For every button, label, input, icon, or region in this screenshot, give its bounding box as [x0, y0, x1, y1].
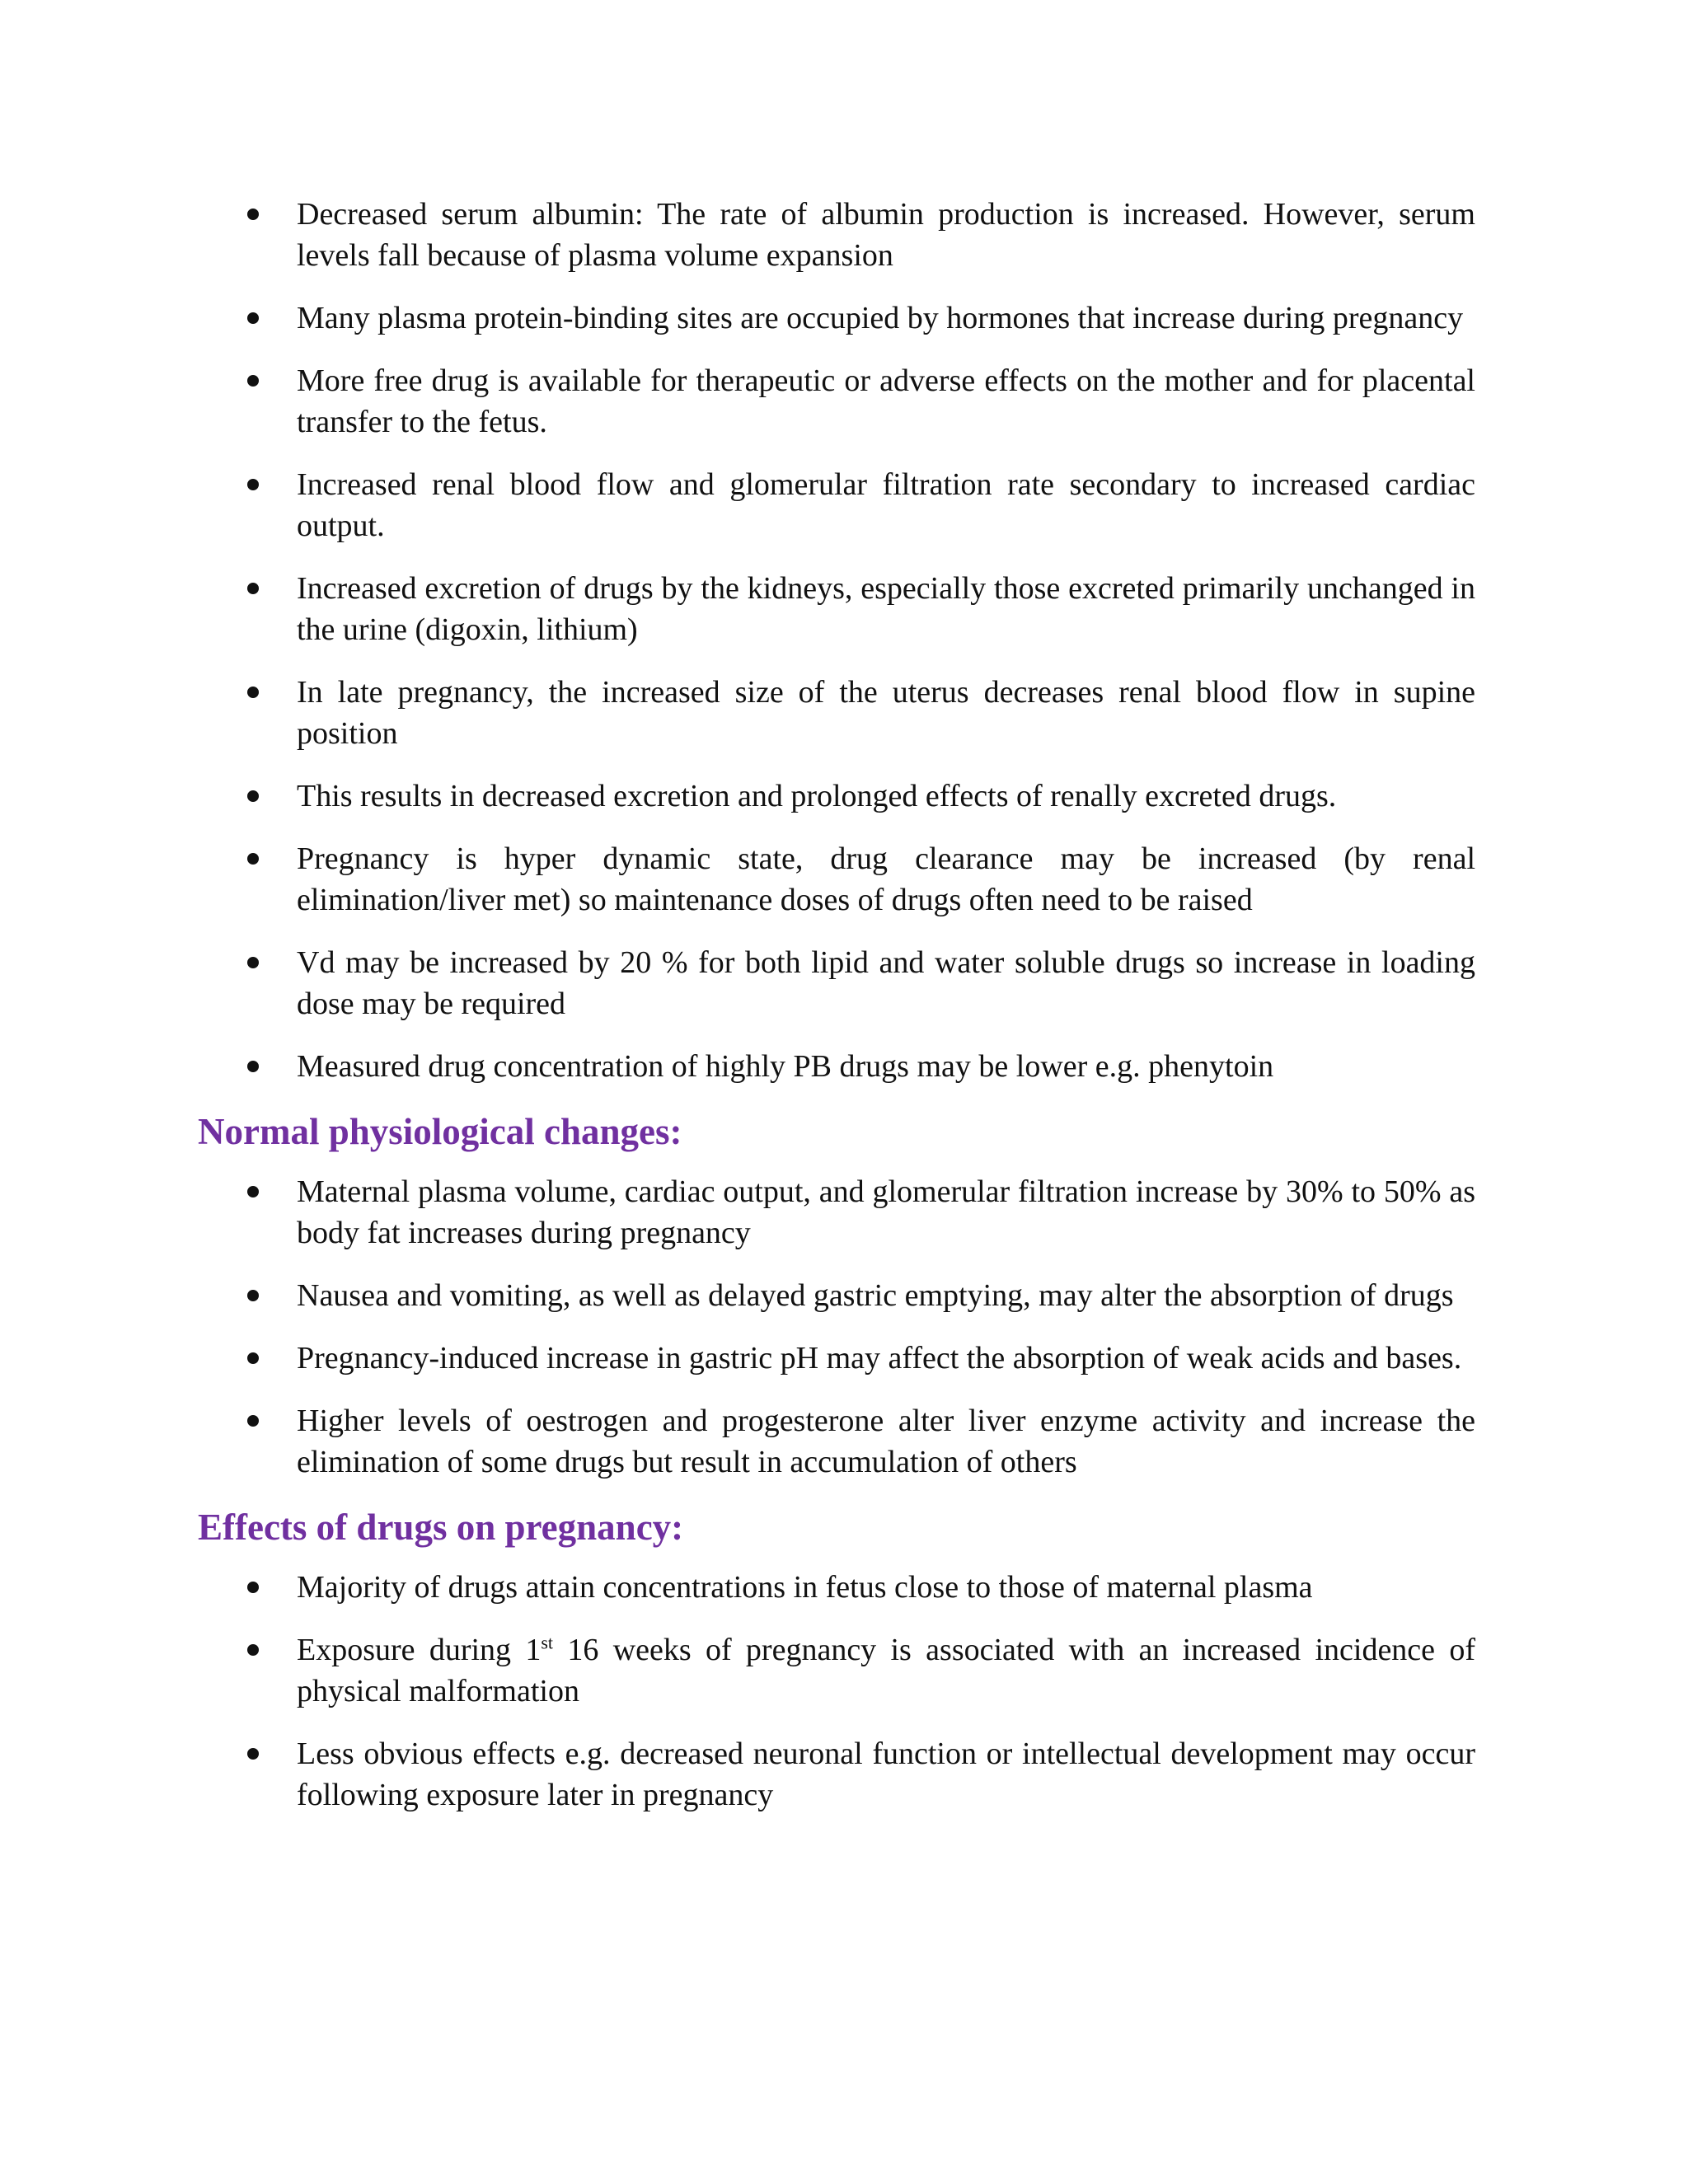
list-item: Measured drug concentration of highly PB drugs may be lower e.g. phenytoin	[198, 1046, 1475, 1087]
bullet-icon	[247, 1186, 259, 1197]
bullet-icon	[247, 1415, 259, 1427]
drug-effects-list	[198, 1567, 1475, 1816]
pharmacokinetic-changes-list	[198, 194, 1475, 1087]
list-item: Less obvious effects e.g. decreased neuronal function or intellectual development may occur following exposure later in pregnancy	[198, 1733, 1475, 1816]
list-item: Nausea and vomiting, as well as delayed gastric emptying, may alter the absorption of drugs	[198, 1275, 1475, 1316]
page-content	[198, 194, 1475, 1837]
bullet-icon	[247, 1061, 259, 1072]
bullet-icon	[247, 479, 259, 490]
list-item: Increased renal blood flow and glomerular filtration rate secondary to increased cardiac output.	[198, 464, 1475, 546]
bullet-icon	[247, 687, 259, 698]
bullet-icon	[247, 1748, 259, 1760]
bullet-icon	[247, 790, 259, 802]
bullet-icon	[247, 1290, 259, 1301]
list-item: Pregnancy-induced increase in gastric pH may affect the absorption of weak acids and bases.	[198, 1338, 1475, 1379]
list-item: Maternal plasma volume, cardiac output, and glomerular filtration increase by 30% to 50% as body fat increases during pregnancy	[198, 1171, 1475, 1254]
list-item: This results in decreased excretion and prolonged effects of renally excreted drugs.	[198, 776, 1475, 817]
list-item: Many plasma protein-binding sites are occupied by hormones that increase during pregnancy	[198, 298, 1475, 339]
list-item: More free drug is available for therapeutic or adverse effects on the mother and for placental transfer to the fetus.	[198, 360, 1475, 443]
bullet-icon	[247, 1644, 259, 1656]
bullet-icon	[247, 853, 259, 865]
bullet-icon	[247, 209, 259, 220]
list-item: Higher levels of oestrogen and progesterone alter liver enzyme activity and increase the elimination of some drugs but result in accumulation of others	[198, 1400, 1475, 1483]
list-item: Vd may be increased by 20 % for both lipid and water soluble drugs so increase in loading dose may be required	[198, 942, 1475, 1024]
section-heading-normal-physiological-changes: Normal physiological changes:	[198, 1111, 682, 1152]
list-item: Majority of drugs attain concentrations in fetus close to those of maternal plasma	[198, 1567, 1475, 1608]
ordinal-superscript: st	[541, 1632, 554, 1653]
list-item: Pregnancy is hyper dynamic state, drug clearance may be increased (by renal elimination/liver met) so maintenance doses of drugs often need to be raised	[198, 838, 1475, 921]
list-item: In late pregnancy, the increased size of the uterus decreases renal blood flow in supine position	[198, 672, 1475, 754]
bullet-icon	[247, 375, 259, 387]
physiological-changes-list	[198, 1171, 1475, 1483]
section-heading-effects-of-drugs: Effects of drugs on pregnancy:	[198, 1507, 684, 1548]
list-item: Exposure during 1st 16 weeks of pregnancy is associated with an increased incidence of physical malformation	[198, 1629, 1475, 1712]
bullet-icon	[247, 583, 259, 594]
bullet-icon	[247, 312, 259, 324]
list-item: Increased excretion of drugs by the kidneys, especially those excreted primarily unchanged in the urine (digoxin, lithium)	[198, 568, 1475, 650]
list-item: Decreased serum albumin: The rate of albumin production is increased. However, serum levels fall because of plasma volume expansion	[198, 194, 1475, 276]
bullet-icon	[247, 1582, 259, 1593]
bullet-icon	[247, 1352, 259, 1364]
bullet-icon	[247, 957, 259, 968]
